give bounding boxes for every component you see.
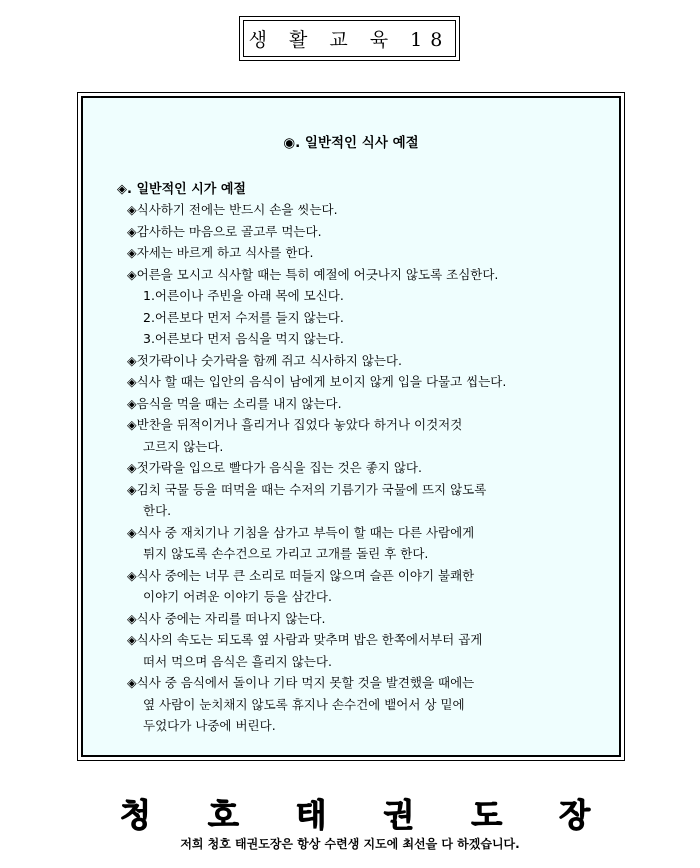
list-item: 3.어른보다 먼저 음식을 먹지 않는다. xyxy=(143,331,344,346)
list-item: ◈음식을 먹을 때는 소리를 내지 않는다. xyxy=(127,395,342,411)
dojang-name-char: 청 xyxy=(120,796,151,834)
title-box xyxy=(239,16,460,61)
list-item: ◈감사하는 마음으로 골고루 먹는다. xyxy=(127,223,322,239)
subheading: ◈. 일반적인 시가 예절 xyxy=(117,182,246,197)
list-item: ◈식사 중 재치기나 기침을 삼가고 부득이 할 때는 다른 사람에게 xyxy=(127,524,475,540)
dojang-name-char: 호 xyxy=(207,796,239,834)
list-item: ◈김치 국물 등을 떠먹을 때는 수저의 기름기가 국물에 뜨지 않도록 xyxy=(127,481,487,497)
dojang-name-char: 권 xyxy=(383,796,415,834)
list-item: ◈젓가락을 입으로 빨다가 음식을 집는 것은 좋지 않다. xyxy=(127,460,422,475)
list-item: 한다. xyxy=(143,503,172,518)
page-title: 생 활 교 육 18 xyxy=(243,20,456,57)
footer-slogan: 저희 청호 태권도장은 항상 수련생 지도에 최선을 다 하겠습니다. xyxy=(180,837,520,851)
list-item: ◈식사 할 때는 입안의 음식이 남에게 보이지 않게 입을 다물고 씹는다. xyxy=(127,374,507,389)
list-item: 옆 사람이 눈치채지 않도록 휴지나 손수건에 뱉어서 상 밑에 xyxy=(143,696,465,712)
list-item: ◈자세는 바르게 하고 식사를 한다. xyxy=(127,245,314,260)
list-item: 1.어른이나 주빈을 아래 목에 모신다. xyxy=(143,288,344,303)
list-item: 이야기 어려운 이야기 등을 삼간다. xyxy=(143,589,332,604)
list-item: ◈식사하기 전에는 반드시 손을 씻는다. xyxy=(127,202,338,217)
list-item: 고르지 않는다. xyxy=(143,438,224,454)
dojang-name xyxy=(120,790,590,836)
etiquette-list xyxy=(127,199,597,737)
list-item: 두었다가 나중에 버린다. xyxy=(143,718,276,733)
dojang-name-char: 태 xyxy=(295,796,327,834)
list-item: 2.어른보다 먼저 수저를 들지 않는다. xyxy=(143,309,344,325)
list-item: 떠서 먹으며 음식은 흘리지 않는다. xyxy=(143,653,332,669)
list-item: ◈젓가락이나 숫가락을 함께 쥐고 식사하지 않는다. xyxy=(127,352,402,368)
list-item: ◈어른을 모시고 식사할 때는 특히 예절에 어긋나지 않도록 조심한다. xyxy=(127,266,499,282)
list-item: ◈식사 중에는 자리를 떠나지 않는다. xyxy=(127,610,326,626)
list-item: ◈식사 중 음식에서 돌이나 기타 먹지 못할 것을 발견했을 때에는 xyxy=(127,675,475,690)
list-item: 튀지 않도록 손수건으로 가리고 고개를 돌린 후 한다. xyxy=(143,546,429,561)
content-frame xyxy=(77,92,625,761)
list-item: ◈반찬을 뒤적이거나 흘리거나 집었다 놓았다 하거나 이것저것 xyxy=(127,417,463,432)
list-item: ◈식사 중에는 너무 큰 소리로 떠들지 않으며 슬픈 이야기 불쾌한 xyxy=(127,567,475,583)
section-title: ◉. 일반적인 식사 예절 xyxy=(283,135,419,151)
dojang-name-char: 도 xyxy=(471,796,503,834)
list-item: ◈식사의 속도는 되도록 옆 사람과 맞추며 밥은 한쪽에서부터 곱게 xyxy=(127,632,483,647)
content-panel xyxy=(81,96,621,757)
dojang-name-char: 장 xyxy=(559,796,590,834)
